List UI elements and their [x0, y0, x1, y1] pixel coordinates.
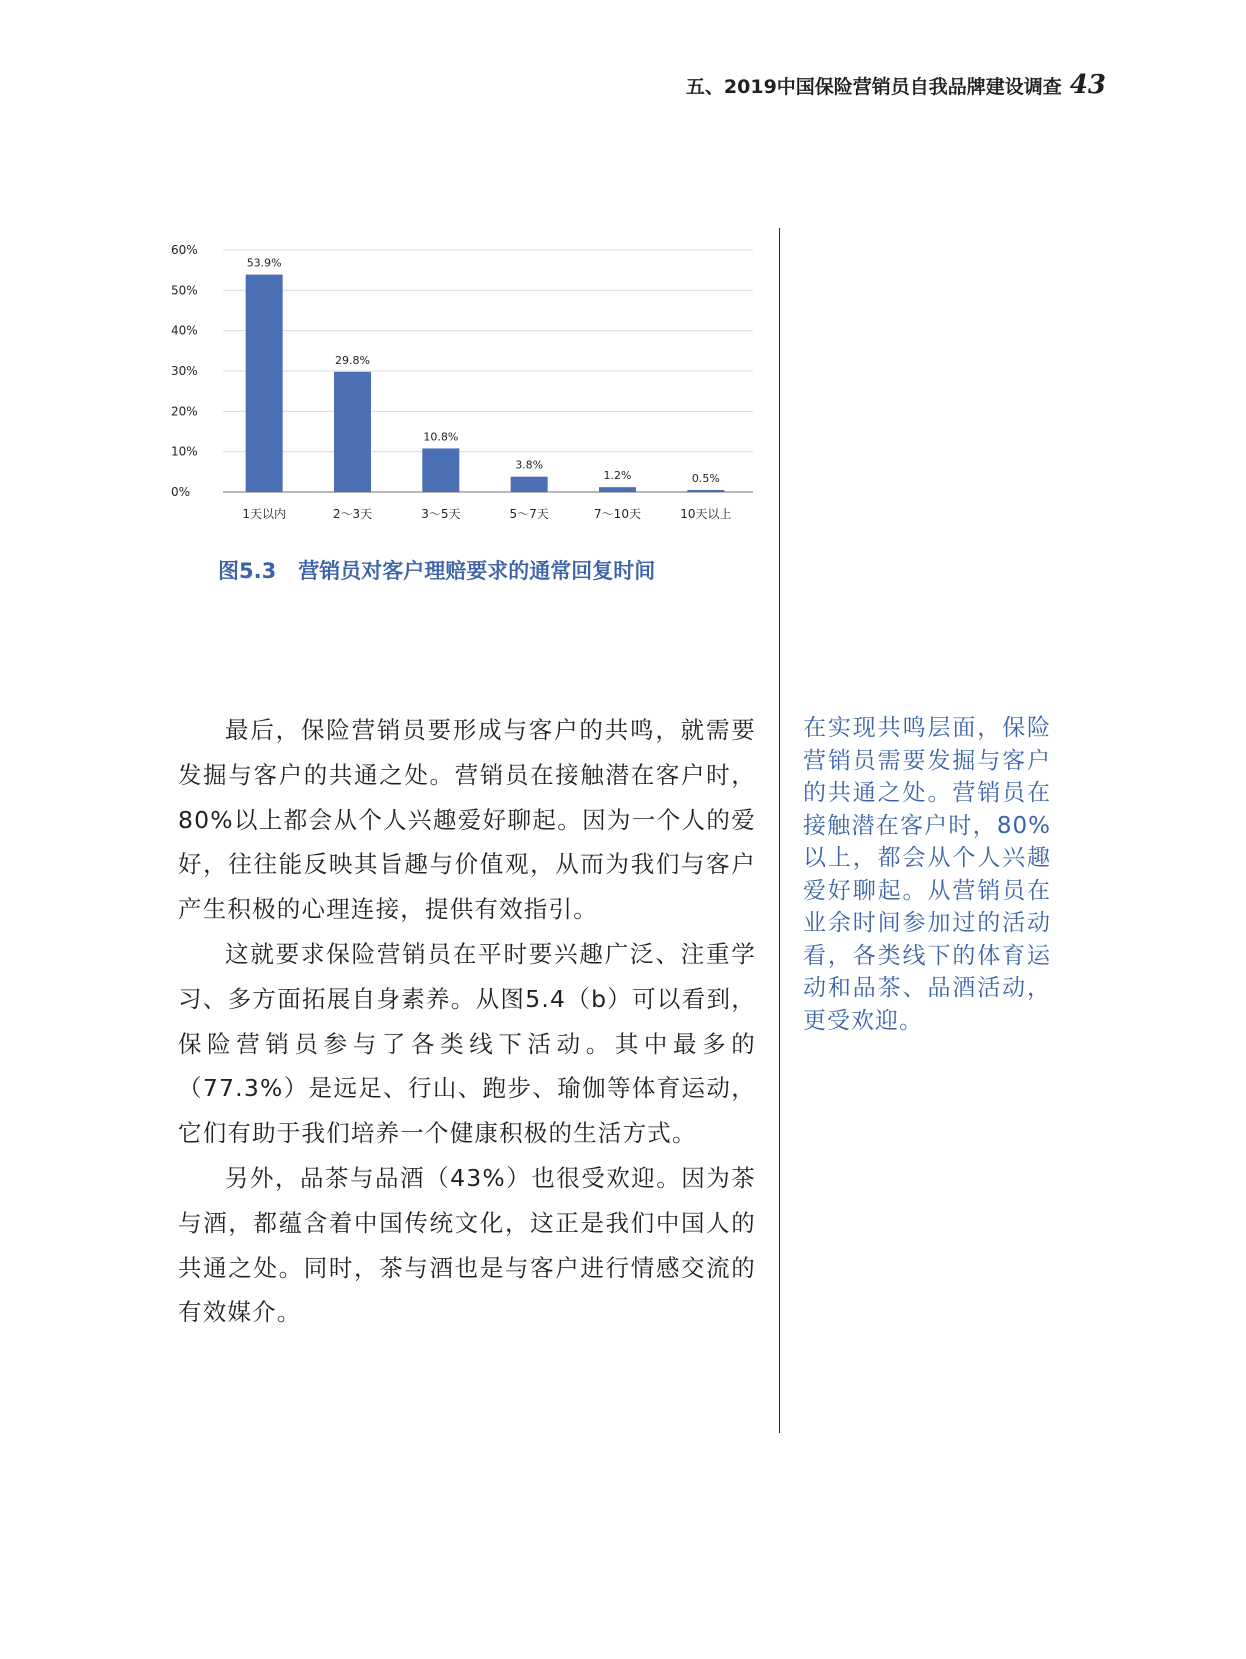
y-tick-label: 20%: [171, 404, 198, 419]
bar: [334, 372, 371, 492]
bar-chart: [165, 230, 765, 530]
bar: [599, 487, 636, 492]
y-tick-label: 30%: [171, 364, 198, 378]
x-category-label: 5～7天: [509, 507, 549, 521]
y-tick-label: 0%: [171, 485, 191, 499]
paragraph: 另外，品茶与品酒（43%）也很受欢迎。因为茶与酒，都蕴含着中国传统文化，这正是我们中国人的共通之处。同时，茶与酒也是与客户进行情感交流的有效媒介。: [178, 1163, 756, 1327]
figure-number: 图5.3: [218, 559, 277, 583]
body-text: [178, 708, 756, 1335]
y-tick-label: 40%: [171, 323, 198, 338]
bar: [422, 448, 459, 492]
x-category-label: 1天以内: [242, 507, 286, 521]
running-head: [686, 70, 1106, 100]
page-number: 43: [1069, 70, 1106, 100]
bar-value-label: 1.2%: [603, 469, 632, 483]
bar-value-label: 0.5%: [691, 471, 720, 485]
x-category-label: 3～5天: [421, 507, 461, 521]
bar-value-label: 10.8%: [423, 430, 459, 444]
x-category-label: 10天以上: [680, 507, 732, 521]
y-tick-label: 60%: [171, 243, 198, 257]
chart-x-axis: [242, 506, 731, 521]
bar: [246, 275, 283, 492]
chart-gridlines: [223, 250, 753, 492]
bar-value-label: 29.8%: [335, 353, 370, 367]
y-tick-label: 10%: [171, 444, 198, 459]
figure-caption: [218, 555, 655, 585]
bar: [687, 490, 724, 492]
column-divider: [779, 228, 780, 1433]
x-category-label: 2～3天: [332, 507, 373, 521]
y-tick-label: 50%: [171, 283, 198, 298]
paragraph: 最后，保险营销员要形成与客户的共鸣，就需要发掘与客户的共通之处。营销员在接触潜在客户时，80%以上都会从个人兴趣爱好聊起。因为一个人的爱好，往往能反映其旨趣与价值观，从而为我们与客户产生积极的心理连接，提供有效指引。: [178, 716, 756, 924]
running-head-title: 五、2019中国保险营销员自我品牌建设调查: [685, 76, 1062, 98]
figure-title: 营销员对客户理赔要求的通常回复时间: [298, 559, 656, 583]
bar-value-label: 53.9%: [246, 256, 282, 270]
chart-bars: [246, 275, 725, 492]
paragraph: 这就要求保险营销员在平时要兴趣广泛、注重学习、多方面拓展自身素养。从图5.4（b）可以看到，保险营销员参与了各类线下活动。其中最多的（77.3%）是远足、行山、跑步、瑜伽等体育运动，它们有助于我们培养一个健康积极的生活方式。: [178, 939, 756, 1148]
figure-5-3: [165, 230, 765, 530]
sidenote: 在实现共鸣层面，保险营销员需要发掘与客户的共通之处。营销员在接触潜在客户时，80%以上，都会从个人兴趣爱好聊起。从营销员在业余时间参加过的活动看，各类线下的体育运动和品茶、品酒活动，更受欢迎。: [803, 715, 1051, 1034]
bar: [511, 477, 548, 492]
bar-value-label: 3.8%: [515, 458, 544, 472]
chart-y-axis: [171, 243, 198, 499]
x-category-label: 7～10天: [594, 507, 641, 521]
